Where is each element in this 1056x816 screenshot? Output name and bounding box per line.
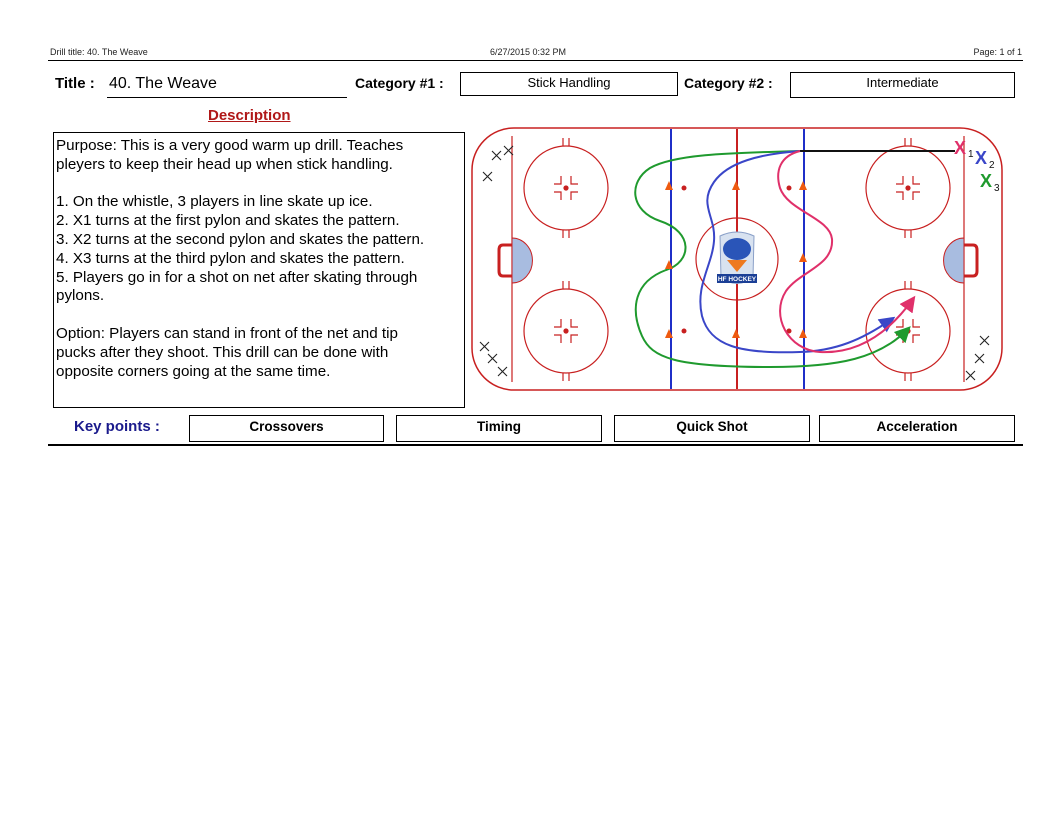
logo-text: HF HOCKEY — [717, 276, 757, 283]
svg-text:2: 2 — [989, 160, 995, 171]
bottom-divider — [48, 444, 1023, 446]
key-point-quick-shot[interactable]: Quick Shot — [614, 415, 810, 442]
svg-text:3: 3 — [994, 183, 1000, 194]
category2-field[interactable]: Intermediate — [790, 72, 1015, 98]
category1-label: Category #1 : — [355, 75, 444, 91]
key-point-timing[interactable]: Timing — [396, 415, 602, 442]
header-drill-title: Drill title: 40. The Weave — [50, 47, 148, 57]
header-page-number: Page: 1 of 1 — [973, 47, 1022, 57]
header-divider — [48, 60, 1023, 61]
key-point-crossovers[interactable]: Crossovers — [189, 415, 384, 442]
category1-field[interactable]: Stick Handling — [460, 72, 678, 96]
svg-text:X: X — [954, 138, 967, 158]
svg-text:X: X — [980, 171, 993, 191]
key-point-acceleration[interactable]: Acceleration — [819, 415, 1015, 442]
title-field[interactable]: 40. The Weave — [107, 75, 347, 98]
description-text: Purpose: This is a very good warm up drill. Teaches pleyers to keep their head up when stick handling. 1. On the whistle, 3 players in line skate up ice. 2. X1 turns at the first pylon and skates the pattern. 3. X2 turns at the second pylon and skates the pattern. 4. X3 turns at the third pylon and skates the pattern. 5. Players go in for a shot on net after skating through pylons. Option: Players can stand in front of the net and tip pucks after they shoot. This drill can be done with opposite corners going at the same time. — [53, 132, 465, 408]
title-label: Title : — [55, 75, 95, 92]
svg-text:1: 1 — [968, 149, 974, 160]
svg-text:X: X — [975, 148, 988, 168]
rink-diagram — [470, 126, 1006, 396]
header-timestamp: 6/27/2015 0:32 PM — [489, 47, 567, 57]
category2-label: Category #2 : — [684, 75, 773, 91]
description-heading: Description — [208, 107, 291, 124]
key-points-label: Key points : — [74, 418, 160, 435]
